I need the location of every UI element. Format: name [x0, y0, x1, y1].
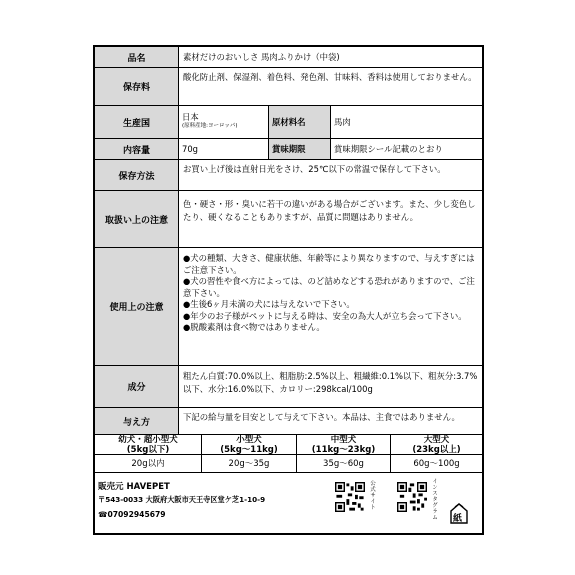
value-content: 70g: [179, 139, 269, 159]
label-origin: 生産国: [95, 106, 179, 138]
value-handling: 色・硬さ・形・臭いに若干の違いがある場合がございます。また、少し変色したり、硬くなることもありますが、品質に問題はありません。: [183, 199, 476, 222]
feeding-amount-4: 60g〜100g: [413, 459, 460, 469]
feeding-size-4: [391, 435, 482, 455]
row-nutrition: [95, 366, 482, 408]
label-handling: 取扱い上の注意: [95, 191, 179, 247]
feeding-size-3-name: 中型犬: [330, 435, 357, 445]
qr-code-icon[interactable]: [397, 482, 427, 512]
row-feeding: [95, 408, 482, 435]
label-nutrition: 成分: [95, 366, 179, 407]
value-expiry: 賞味期限シール記載のとおり: [334, 144, 443, 154]
feeding-size-4-name: 大型犬: [423, 435, 450, 445]
origin-country: 日本: [182, 112, 199, 122]
usage-note-3: ●生後6ヶ月未満の犬には与えないで下さい。: [183, 299, 355, 309]
qr1-caption: 公式サイト: [369, 480, 375, 510]
usage-note-5: ●脱酸素剤は食べ物ではありません。: [183, 322, 325, 332]
feeding-table: [95, 435, 482, 473]
row-preservatives: [95, 68, 482, 106]
usage-note-4: ●年少のお子様がペットに与える時は、安全の為大人が立ち会って下さい。: [183, 310, 467, 321]
label-content: 内容量: [95, 139, 179, 159]
feeding-size-1-name: 幼犬・超小型犬: [118, 435, 178, 445]
value-storage: お買い上げ後は直射日光をさけ、25℃以下の常温で保存して下さい。: [183, 164, 446, 174]
feeding-size-1-range: (5kg以下): [126, 444, 170, 455]
feeding-size-3-range: (11kg〜23kg): [311, 444, 376, 455]
row-origin: [95, 106, 482, 139]
label-ingredients: 原材料名: [269, 106, 331, 138]
feeding-amount-2: 20g〜35g: [202, 455, 297, 473]
usage-note-2: ●犬の習性や食べ方によっては、のど詰めなどする恐れがありますので、ご注意下さい。: [183, 276, 475, 298]
footer: [95, 473, 482, 533]
feeding-size-4-range: (23kg以上): [412, 444, 461, 455]
value-product-name: 素材だけのおいしさ 馬肉ふりかけ（中袋): [183, 51, 340, 62]
feeding-amount-1: 20g以内: [95, 455, 202, 473]
feeding-amount-3: 35g〜60g: [297, 455, 391, 473]
row-product-name: [95, 47, 482, 68]
value-origin: [179, 106, 269, 138]
feeding-size-2-range: (5kg〜11kg): [220, 444, 278, 455]
label-feeding: 与え方: [95, 408, 179, 434]
label-preservatives: 保存料: [95, 68, 179, 105]
usage-note-1: ●犬の種類、大きさ、健康状態、年齢等により異なりますので、与えすぎにはご注意下さい。: [183, 253, 475, 275]
label-product-name: 品名: [95, 47, 179, 67]
value-feeding: 下記の給与量を目安として与えて下さい。本品は、主食ではありません。: [183, 412, 460, 422]
row-storage: [95, 160, 482, 191]
row-content: [95, 139, 482, 160]
row-handling: [95, 191, 482, 248]
qr-code-icon[interactable]: [335, 482, 365, 512]
qr2-caption: インスタグラム: [431, 478, 437, 520]
seller: 販売元 HAVEPET: [98, 482, 170, 492]
value-usage: [179, 248, 482, 365]
label-usage: 使用上の注意: [95, 248, 179, 365]
phone: ☎07092945679: [98, 510, 166, 519]
feeding-size-2-name: 小型犬: [236, 435, 262, 445]
address: 〒543-0033 大阪府大阪市天王寺区堂ケ芝1-10-9: [98, 495, 266, 504]
label-expiry: 賞味期限: [269, 139, 331, 159]
product-label: [93, 45, 484, 535]
row-usage: [95, 248, 482, 366]
feeding-size-3: [297, 435, 391, 455]
label-storage: 保存方法: [95, 160, 179, 190]
value-nutrition: 粗たん白質:70.0%以上、粗脂肪:2.5%以上、粗繊維:0.1%以下、粗灰分:3.7%以下、水分:16.0%以下、カロリー:298kcal/100g: [183, 371, 478, 394]
origin-note: (原料産地:ヨーロッパ): [182, 123, 238, 129]
feeding-size-1: [95, 435, 202, 455]
feeding-size-2: [202, 435, 297, 455]
paper-mark-label: 紙: [453, 514, 463, 524]
paper-recycle-icon: [448, 503, 470, 525]
value-ingredients: 馬肉: [334, 117, 351, 127]
value-preservatives: 酸化防止剤、保湿剤、着色料、発色剤、甘味料、香料は使用しておりません。: [183, 72, 477, 82]
